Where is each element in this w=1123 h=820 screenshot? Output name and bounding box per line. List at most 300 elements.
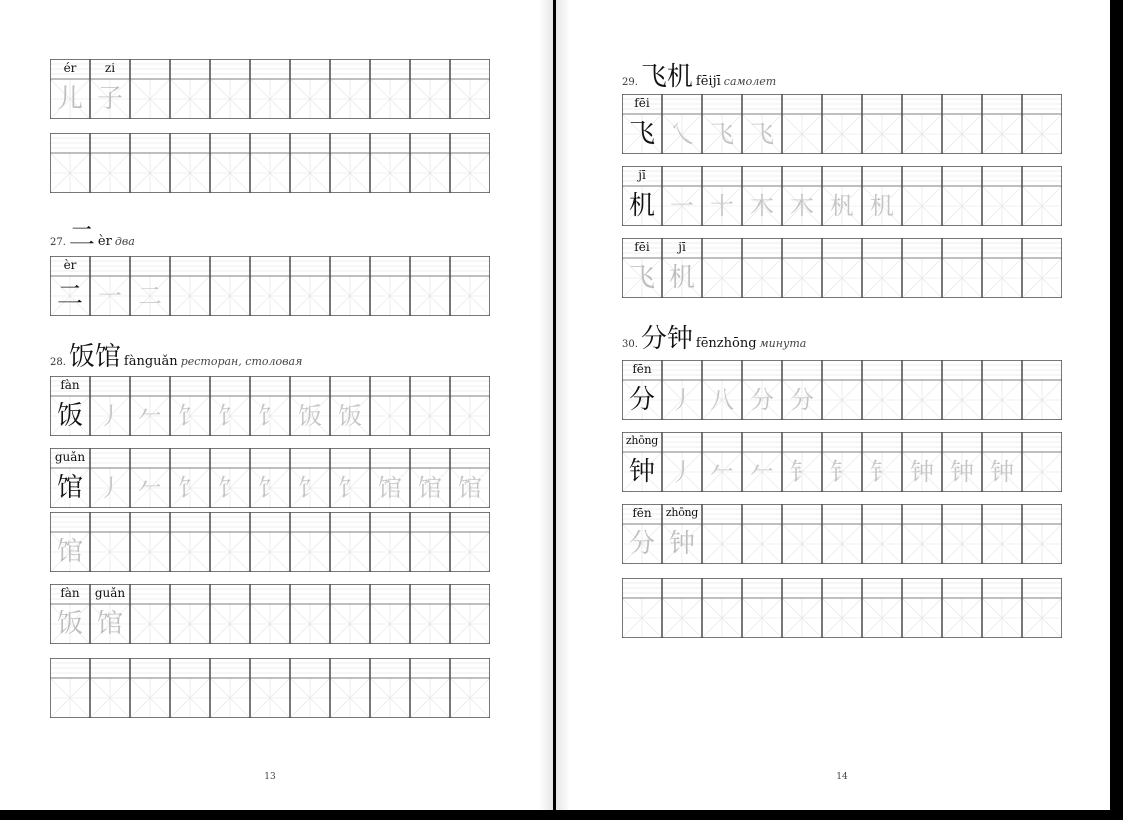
practice-row bbox=[50, 448, 490, 508]
grid-lines bbox=[330, 59, 370, 119]
lesson-hanzi: 饭馆 bbox=[68, 342, 121, 372]
practice-cell bbox=[822, 360, 862, 420]
grid-lines bbox=[902, 238, 942, 298]
practice-cell bbox=[450, 376, 490, 436]
practice-row bbox=[622, 166, 1062, 226]
stroke-step-character: 饣 bbox=[218, 402, 242, 430]
grid-lines bbox=[410, 584, 450, 644]
stroke-step-character: 钟 bbox=[910, 458, 934, 486]
grid-lines bbox=[90, 133, 130, 193]
practice-cell bbox=[250, 448, 290, 508]
practice-cell bbox=[742, 166, 782, 226]
practice-cell bbox=[410, 133, 450, 193]
grid-lines bbox=[662, 578, 702, 638]
stroke-step-character: 分 bbox=[790, 386, 814, 414]
practice-cell bbox=[290, 448, 330, 508]
grid-lines bbox=[1022, 166, 1062, 226]
practice-row bbox=[622, 238, 1062, 298]
stroke-step-character: 饣 bbox=[178, 402, 202, 430]
practice-cell bbox=[90, 658, 130, 718]
practice-cell bbox=[862, 578, 902, 638]
practice-row bbox=[50, 512, 490, 572]
practice-cell bbox=[50, 658, 90, 718]
practice-cell bbox=[210, 376, 250, 436]
trace-character: 子 bbox=[96, 84, 123, 114]
grid-lines bbox=[130, 133, 170, 193]
grid-lines bbox=[1022, 94, 1062, 154]
grid-lines bbox=[370, 256, 410, 316]
practice-cell bbox=[250, 256, 290, 316]
grid-lines bbox=[290, 256, 330, 316]
practice-cell bbox=[210, 256, 250, 316]
grid-lines bbox=[782, 578, 822, 638]
grid-lines bbox=[410, 59, 450, 119]
trace-character: 儿 bbox=[56, 84, 83, 114]
cell-pinyin: guǎn bbox=[94, 586, 126, 600]
trace-character: 机 bbox=[668, 263, 695, 293]
stroke-step-character: 八 bbox=[710, 386, 734, 414]
page-number: 13 bbox=[264, 772, 276, 782]
cell-pinyin: fēi bbox=[634, 240, 650, 254]
grid-lines bbox=[742, 578, 782, 638]
practice-cell bbox=[622, 166, 662, 226]
grid-lines bbox=[210, 256, 250, 316]
cell-pinyin: fàn bbox=[60, 586, 80, 600]
practice-cell bbox=[1022, 166, 1062, 226]
practice-cell bbox=[450, 658, 490, 718]
grid-lines bbox=[450, 658, 490, 718]
practice-cell bbox=[702, 504, 742, 564]
grid-lines bbox=[742, 504, 782, 564]
stroke-step-character: 丿 bbox=[98, 474, 122, 502]
grid-lines bbox=[330, 658, 370, 718]
practice-cell bbox=[822, 432, 862, 492]
practice-cell bbox=[210, 658, 250, 718]
practice-row bbox=[50, 658, 490, 718]
cell-pinyin: fēi bbox=[634, 96, 650, 110]
grid-lines bbox=[90, 512, 130, 572]
practice-cell bbox=[210, 448, 250, 508]
practice-cell bbox=[822, 238, 862, 298]
practice-cell bbox=[50, 584, 90, 644]
grid-lines bbox=[782, 94, 822, 154]
grid-lines bbox=[90, 658, 130, 718]
grid-lines bbox=[982, 360, 1022, 420]
practice-cell bbox=[130, 584, 170, 644]
practice-cell bbox=[982, 432, 1022, 492]
stroke-step-character: 杋 bbox=[830, 192, 854, 220]
lesson-pinyin: èr bbox=[97, 234, 112, 249]
grid-lines bbox=[290, 59, 330, 119]
practice-cell bbox=[330, 584, 370, 644]
grid-lines bbox=[170, 584, 210, 644]
practice-cell bbox=[662, 94, 702, 154]
practice-cell bbox=[702, 578, 742, 638]
practice-cell bbox=[742, 94, 782, 154]
practice-cell bbox=[130, 376, 170, 436]
practice-cell bbox=[942, 238, 982, 298]
grid-lines bbox=[862, 504, 902, 564]
grid-lines bbox=[170, 658, 210, 718]
grid-lines bbox=[902, 94, 942, 154]
practice-cell bbox=[410, 376, 450, 436]
lesson-number: 27. bbox=[50, 237, 66, 248]
stroke-step-character: 钅 bbox=[790, 458, 814, 486]
stroke-step-character: 馆 bbox=[378, 474, 402, 502]
grid-lines bbox=[942, 238, 982, 298]
practice-cell bbox=[782, 504, 822, 564]
stroke-step-character: 十 bbox=[710, 192, 734, 220]
practice-cell bbox=[702, 94, 742, 154]
practice-cell bbox=[210, 59, 250, 119]
gutter-shadow bbox=[539, 0, 553, 810]
grid-lines bbox=[170, 256, 210, 316]
practice-cell bbox=[902, 238, 942, 298]
practice-cell bbox=[942, 432, 982, 492]
practice-cell bbox=[170, 376, 210, 436]
stroke-step-character: 钅 bbox=[870, 458, 894, 486]
stroke-step-character: 饣 bbox=[258, 402, 282, 430]
grid-lines bbox=[822, 238, 862, 298]
stroke-step-character: 钅 bbox=[830, 458, 854, 486]
grid-lines bbox=[1022, 578, 1062, 638]
grid-lines bbox=[862, 360, 902, 420]
practice-cell bbox=[782, 578, 822, 638]
grid-lines bbox=[702, 578, 742, 638]
grid-lines bbox=[370, 376, 410, 436]
lesson-hanzi: 二 bbox=[68, 222, 95, 252]
practice-cell bbox=[410, 512, 450, 572]
grid-lines bbox=[250, 59, 290, 119]
practice-cell bbox=[662, 166, 702, 226]
practice-cell bbox=[290, 256, 330, 316]
practice-cell bbox=[90, 512, 130, 572]
grid-lines bbox=[982, 578, 1022, 638]
stroke-step-character: 机 bbox=[870, 192, 894, 220]
practice-cell bbox=[782, 166, 822, 226]
practice-cell bbox=[742, 360, 782, 420]
cell-pinyin: jī bbox=[678, 240, 686, 254]
practice-cell bbox=[902, 504, 942, 564]
practice-cell bbox=[250, 584, 290, 644]
practice-cell bbox=[330, 256, 370, 316]
practice-cell bbox=[942, 94, 982, 154]
practice-cell bbox=[982, 360, 1022, 420]
trace-character: 分 bbox=[628, 529, 655, 559]
stroke-step-character: 𠂉 bbox=[750, 458, 774, 486]
practice-cell bbox=[450, 584, 490, 644]
grid-lines bbox=[822, 94, 862, 154]
grid-lines bbox=[130, 59, 170, 119]
grid-lines bbox=[742, 238, 782, 298]
practice-cell bbox=[290, 376, 330, 436]
practice-cell bbox=[702, 166, 742, 226]
practice-cell bbox=[862, 94, 902, 154]
practice-cell bbox=[742, 504, 782, 564]
practice-cell bbox=[370, 256, 410, 316]
grid-lines bbox=[330, 133, 370, 193]
practice-cell bbox=[450, 133, 490, 193]
practice-cell bbox=[450, 512, 490, 572]
practice-cell bbox=[370, 512, 410, 572]
stroke-step-character: 𠂉 bbox=[710, 458, 734, 486]
stroke-step-character: 丿 bbox=[670, 458, 694, 486]
practice-cell bbox=[410, 256, 450, 316]
stroke-step-character: 馆 bbox=[418, 474, 442, 502]
stroke-step-character: 飞 bbox=[710, 120, 734, 148]
grid-lines bbox=[250, 133, 290, 193]
practice-cell bbox=[250, 658, 290, 718]
stroke-step-character: 木 bbox=[790, 192, 814, 220]
cell-pinyin: fēn bbox=[632, 362, 652, 376]
grid-lines bbox=[822, 578, 862, 638]
practice-cell bbox=[170, 584, 210, 644]
practice-cell bbox=[330, 448, 370, 508]
practice-cell bbox=[370, 658, 410, 718]
grid-lines bbox=[1022, 432, 1062, 492]
practice-cell bbox=[130, 658, 170, 718]
practice-cell bbox=[942, 504, 982, 564]
practice-cell bbox=[1022, 360, 1062, 420]
cell-pinyin: zi bbox=[104, 61, 116, 75]
grid-lines bbox=[130, 512, 170, 572]
practice-cell bbox=[782, 360, 822, 420]
practice-row bbox=[622, 94, 1062, 154]
lesson-heading bbox=[622, 56, 776, 93]
grid-lines bbox=[330, 584, 370, 644]
grid-lines bbox=[410, 512, 450, 572]
grid-lines bbox=[370, 133, 410, 193]
stroke-step-character: 乀 bbox=[670, 120, 694, 148]
trace-character: 饭 bbox=[56, 609, 83, 639]
practice-cell bbox=[662, 578, 702, 638]
grid-lines bbox=[210, 133, 250, 193]
lesson-pinyin: fànguǎn bbox=[123, 354, 178, 369]
practice-cell bbox=[822, 578, 862, 638]
lesson-translation: два bbox=[114, 235, 135, 248]
cell-pinyin: fàn bbox=[60, 378, 80, 392]
practice-cell bbox=[862, 360, 902, 420]
cell-pinyin: jī bbox=[638, 168, 646, 182]
cell-pinyin: ér bbox=[63, 61, 77, 75]
grid-lines bbox=[862, 238, 902, 298]
practice-cell bbox=[450, 256, 490, 316]
lesson-number: 28. bbox=[50, 357, 66, 368]
grid-lines bbox=[50, 133, 90, 193]
practice-cell bbox=[862, 238, 902, 298]
practice-cell bbox=[170, 59, 210, 119]
practice-row bbox=[622, 578, 1062, 638]
practice-cell bbox=[662, 504, 702, 564]
cell-pinyin: zhōng bbox=[665, 506, 699, 519]
practice-cell bbox=[662, 238, 702, 298]
practice-cell bbox=[170, 448, 210, 508]
model-character: 饭 bbox=[56, 401, 83, 431]
grid-lines bbox=[170, 133, 210, 193]
practice-row bbox=[50, 256, 490, 316]
grid-lines bbox=[50, 658, 90, 718]
model-character: 分 bbox=[628, 385, 655, 415]
grid-lines bbox=[1022, 360, 1062, 420]
practice-row bbox=[50, 133, 490, 193]
grid-lines bbox=[290, 584, 330, 644]
grid-lines bbox=[130, 584, 170, 644]
practice-cell bbox=[330, 133, 370, 193]
practice-cell bbox=[410, 448, 450, 508]
page-right bbox=[556, 0, 1110, 810]
practice-cell bbox=[902, 432, 942, 492]
grid-lines bbox=[822, 504, 862, 564]
grid-lines bbox=[210, 658, 250, 718]
grid-lines bbox=[782, 504, 822, 564]
grid-lines bbox=[330, 256, 370, 316]
practice-row bbox=[622, 432, 1062, 492]
stroke-step-character: 馆 bbox=[458, 474, 482, 502]
lesson-heading bbox=[50, 216, 135, 253]
practice-cell bbox=[130, 59, 170, 119]
lesson-number: 29. bbox=[622, 77, 638, 88]
practice-cell bbox=[50, 448, 90, 508]
practice-cell bbox=[50, 133, 90, 193]
grid-lines bbox=[330, 512, 370, 572]
practice-cell bbox=[370, 376, 410, 436]
grid-lines bbox=[902, 166, 942, 226]
stroke-step-character: 丿 bbox=[670, 386, 694, 414]
practice-cell bbox=[90, 59, 130, 119]
practice-cell bbox=[170, 658, 210, 718]
stroke-step-character: 分 bbox=[750, 386, 774, 414]
practice-cell bbox=[130, 256, 170, 316]
practice-cell bbox=[170, 133, 210, 193]
stroke-step-character: 饣 bbox=[258, 474, 282, 502]
practice-row bbox=[50, 59, 490, 119]
cell-pinyin: guǎn bbox=[54, 450, 86, 464]
practice-cell bbox=[410, 59, 450, 119]
practice-cell bbox=[902, 94, 942, 154]
practice-cell bbox=[90, 376, 130, 436]
practice-row bbox=[622, 360, 1062, 420]
practice-cell bbox=[902, 578, 942, 638]
grid-lines bbox=[982, 166, 1022, 226]
practice-cell bbox=[982, 578, 1022, 638]
practice-cell bbox=[662, 432, 702, 492]
practice-cell bbox=[250, 59, 290, 119]
practice-cell bbox=[822, 166, 862, 226]
cell-pinyin: èr bbox=[63, 258, 77, 272]
practice-cell bbox=[862, 504, 902, 564]
grid-lines bbox=[902, 578, 942, 638]
practice-cell bbox=[862, 432, 902, 492]
practice-cell bbox=[410, 658, 450, 718]
practice-cell bbox=[622, 238, 662, 298]
practice-cell bbox=[90, 448, 130, 508]
practice-cell bbox=[290, 584, 330, 644]
practice-cell bbox=[782, 238, 822, 298]
practice-cell bbox=[942, 166, 982, 226]
stroke-step-character: 丿 bbox=[98, 402, 122, 430]
stroke-step-character: 𠂉 bbox=[138, 474, 162, 502]
model-character: 飞 bbox=[628, 119, 655, 149]
grid-lines bbox=[410, 376, 450, 436]
lesson-pinyin: fēijī bbox=[695, 74, 721, 89]
grid-lines bbox=[782, 238, 822, 298]
grid-lines bbox=[622, 578, 662, 638]
lesson-number: 30. bbox=[622, 339, 638, 350]
practice-cell bbox=[622, 94, 662, 154]
grid-lines bbox=[450, 512, 490, 572]
model-character: 机 bbox=[628, 191, 655, 221]
grid-lines bbox=[450, 256, 490, 316]
practice-cell bbox=[210, 584, 250, 644]
practice-row bbox=[50, 584, 490, 644]
practice-cell bbox=[250, 376, 290, 436]
practice-cell bbox=[50, 376, 90, 436]
practice-cell bbox=[450, 59, 490, 119]
stroke-step-character: 饣 bbox=[338, 474, 362, 502]
grid-lines bbox=[250, 658, 290, 718]
stroke-step-character: 一 bbox=[98, 282, 122, 310]
lesson-hanzi: 飞机 bbox=[640, 62, 693, 92]
practice-cell bbox=[742, 578, 782, 638]
page-number: 14 bbox=[836, 772, 848, 782]
grid-lines bbox=[450, 376, 490, 436]
practice-cell bbox=[130, 512, 170, 572]
practice-cell bbox=[702, 432, 742, 492]
stroke-step-character: 钟 bbox=[990, 458, 1014, 486]
practice-cell bbox=[902, 166, 942, 226]
grid-lines bbox=[702, 238, 742, 298]
practice-cell bbox=[622, 432, 662, 492]
grid-lines bbox=[250, 256, 290, 316]
stroke-step-character: 木 bbox=[750, 192, 774, 220]
practice-cell bbox=[290, 59, 330, 119]
practice-cell bbox=[822, 94, 862, 154]
practice-cell bbox=[1022, 578, 1062, 638]
grid-lines bbox=[170, 59, 210, 119]
stroke-step-character: 飞 bbox=[750, 120, 774, 148]
trace-character: 馆 bbox=[56, 537, 83, 567]
grid-lines bbox=[862, 94, 902, 154]
grid-lines bbox=[410, 256, 450, 316]
practice-cell bbox=[982, 238, 1022, 298]
practice-cell bbox=[370, 584, 410, 644]
practice-cell bbox=[982, 166, 1022, 226]
grid-lines bbox=[210, 512, 250, 572]
practice-cell bbox=[370, 448, 410, 508]
practice-cell bbox=[290, 658, 330, 718]
practice-cell bbox=[290, 512, 330, 572]
lesson-translation: самолет bbox=[723, 75, 777, 88]
grid-lines bbox=[902, 504, 942, 564]
grid-lines bbox=[942, 360, 982, 420]
practice-cell bbox=[330, 376, 370, 436]
practice-cell bbox=[170, 256, 210, 316]
stroke-step-character: 饭 bbox=[298, 402, 322, 430]
grid-lines bbox=[942, 504, 982, 564]
stroke-step-character: 饣 bbox=[178, 474, 202, 502]
lesson-heading bbox=[50, 336, 302, 373]
practice-cell bbox=[90, 584, 130, 644]
grid-lines bbox=[290, 133, 330, 193]
cell-pinyin: fēn bbox=[632, 506, 652, 520]
practice-cell bbox=[862, 166, 902, 226]
model-character: 钟 bbox=[628, 457, 655, 487]
stroke-step-character: 𠂉 bbox=[138, 402, 162, 430]
practice-cell bbox=[250, 512, 290, 572]
practice-cell bbox=[130, 448, 170, 508]
grid-lines bbox=[982, 94, 1022, 154]
page-left bbox=[0, 0, 553, 810]
